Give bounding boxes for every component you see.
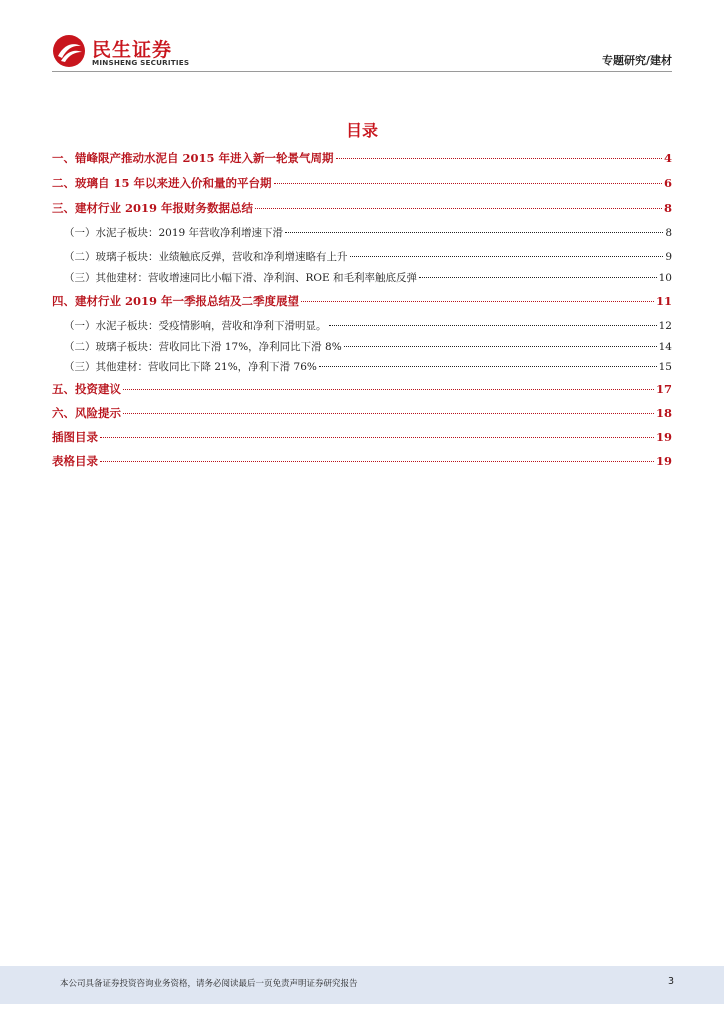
- toc-entry-page: 12: [658, 320, 672, 332]
- company-logo: [52, 34, 202, 68]
- toc-entry[interactable]: [52, 225, 672, 240]
- toc-dot-leader: [419, 276, 657, 278]
- toc-dot-leader: [100, 436, 654, 438]
- toc-dot-leader: [344, 345, 657, 347]
- toc-entry[interactable]: [52, 249, 672, 264]
- toc-entry-title: 三、建材行业 2019 年报财务数据总结: [52, 201, 254, 215]
- toc-dot-leader: [255, 207, 662, 209]
- toc-entry-page: 10: [658, 272, 672, 284]
- toc-entry-title: （一）水泥子板块：受疫情影响，营收和净利下滑明显。: [64, 320, 327, 332]
- toc-dot-leader: [350, 255, 664, 257]
- report-type: 专题研究/建材: [601, 54, 672, 67]
- toc-entry-title: 六、风险提示: [52, 406, 121, 420]
- toc-entry[interactable]: [52, 270, 672, 285]
- toc-entry-title: 二、玻璃自 15 年以来进入价和量的平台期: [52, 176, 272, 190]
- toc-entry[interactable]: [52, 429, 672, 445]
- toc-entry-title: 五、投资建议: [52, 382, 121, 396]
- toc-entry-page: 11: [655, 294, 672, 308]
- toc-entry-title: （二）玻璃子板块：业绩触底反弹，营收和净利增速略有上升: [64, 251, 348, 263]
- toc-entry[interactable]: [52, 318, 672, 333]
- toc-entry-page: 9: [665, 251, 672, 263]
- toc-entry-title: 四、建材行业 2019 年一季报总结及二季度展望: [52, 294, 300, 308]
- toc-entry[interactable]: [52, 405, 672, 421]
- minsheng-logo-icon: [52, 34, 86, 68]
- toc-entry-page: 19: [655, 430, 672, 444]
- toc-dot-leader: [123, 412, 654, 414]
- header-divider: [52, 71, 672, 72]
- toc-entry-page: 4: [663, 151, 672, 165]
- page-number: 3: [667, 976, 674, 987]
- toc-entry-title: （三）其他建材：营收同比下降 21%，净利下滑 76%: [64, 361, 317, 373]
- toc-dot-leader: [336, 157, 662, 159]
- toc-entry[interactable]: [52, 150, 672, 166]
- toc-dot-leader: [274, 182, 662, 184]
- toc-dot-leader: [319, 365, 657, 367]
- toc-entry[interactable]: [52, 381, 672, 397]
- toc-entry-title: 插图目录: [52, 430, 98, 444]
- page-footer: [0, 966, 724, 1004]
- toc-dot-leader: [301, 300, 654, 302]
- toc-entry-title: （一）水泥子板块：2019 年营收净利增速下滑: [64, 227, 284, 239]
- logo-chinese-name: 民生证券: [92, 39, 173, 61]
- toc-dot-leader: [100, 460, 654, 462]
- toc-entry-title: 表格目录: [52, 454, 98, 468]
- page-header: [0, 0, 724, 80]
- toc-dot-leader: [285, 231, 663, 233]
- toc-entry-page: 6: [663, 176, 672, 190]
- toc-entry[interactable]: [52, 359, 672, 374]
- toc-entry[interactable]: [52, 200, 672, 216]
- toc-entry-page: 8: [663, 201, 672, 215]
- footer-disclaimer: 本公司具备证券投资咨询业务资格，请务必阅读最后一页免责声明证券研究报告: [60, 979, 358, 989]
- toc-entry-page: 17: [655, 382, 672, 396]
- logo-english-name: MINSHENG SECURITIES: [92, 58, 190, 67]
- toc-entry-page: 14: [658, 341, 672, 353]
- toc-entry[interactable]: [52, 175, 672, 191]
- toc-dot-leader: [329, 324, 657, 326]
- toc-entry-page: 15: [658, 361, 672, 373]
- toc-entry-title: 一、错峰限产推动水泥自 2015 年进入新一轮景气周期: [52, 151, 334, 165]
- toc-dot-leader: [123, 388, 654, 390]
- toc-entry-title: （三）其他建材：营收增速同比小幅下滑、净利润、ROE 和毛利率触底反弹: [64, 272, 418, 284]
- toc-title: 目录: [345, 121, 378, 140]
- toc-entry[interactable]: [52, 453, 672, 469]
- toc-entry[interactable]: [52, 293, 672, 309]
- toc-entry-page: 19: [655, 454, 672, 468]
- toc-entry-page: 8: [665, 227, 672, 239]
- toc-entry[interactable]: [52, 339, 672, 354]
- toc-entry-page: 18: [655, 406, 672, 420]
- toc-entry-title: （二）玻璃子板块：营收同比下滑 17%，净利同比下滑 8%: [64, 341, 342, 353]
